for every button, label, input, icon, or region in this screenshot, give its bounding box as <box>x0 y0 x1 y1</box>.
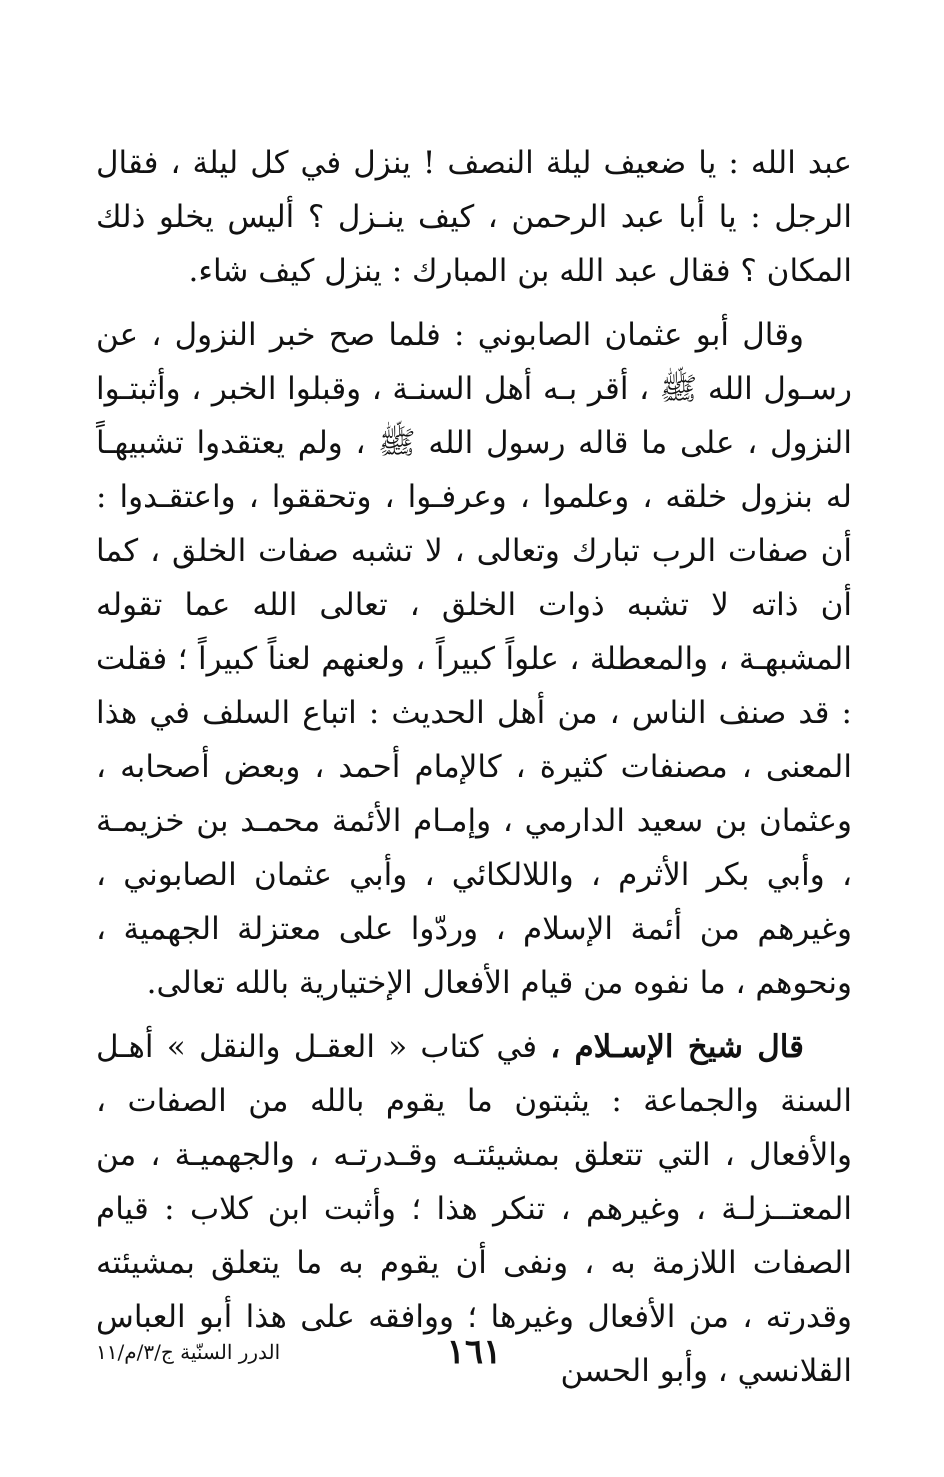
paragraph-gap <box>96 298 852 308</box>
page-body <box>96 136 852 1398</box>
paragraph-1 <box>96 136 852 298</box>
source-note: الدرر السنّية ج/٣/م/١١ <box>96 1340 281 1364</box>
page-number: ١٦١ <box>446 1332 502 1372</box>
paragraph-2 <box>96 308 852 1010</box>
paragraph-3-lead: قال شيخ الإسـلام ، <box>550 1029 804 1065</box>
page-footer <box>96 1332 852 1376</box>
paragraph-gap <box>96 1010 852 1020</box>
paragraph-1-text: عبد الله : يا ضعيف ليلة النصف ! ينزل في كل ليلة ، فقال الرجل : يا أبا عبد الرحمن ، كيف ينـزل ؟ أليس يخلو ذلك المكان ؟ فقال عبد الله بن المبارك : ينزل كيف شاء. <box>96 145 852 289</box>
paragraph-3-text: في كتاب « العقـل والنقل » أهـل السنة والجماعة : يثبتون ما يقوم بالله من الصفات ، والأفعال ، التي تتعلق بمشيئتـه وقـدرتـه ، والجهميـة ، من المعتــزلـة ، وغيرهم ، تنكر هذا ؛ وأثبت ابن كلاب : قيام الصفات اللازمة به ، ونفى أن يقوم به ما يتعلق بمشيئته وقدرته ، من الأفعال وغيرها ؛ ووافقه على هذا أبو العباس القلانسي ، وأبو الحسن <box>96 1029 853 1389</box>
paragraph-2-text: وقال أبو عثمان الصابوني : فلما صح خبر النزول ، عن رسـول الله ﷺ ، أقر بـه أهل السنـة ، وقبلوا الخبر ، وأثبتـوا النزول ، على ما قاله رسول الله ﷺ ، ولم يعتقدوا تشبيهـاً له بنزول خلقه ، وعلموا ، وعرفـوا ، وتحققوا ، واعتقـدوا : أن صفات الرب تبارك وتعالى ، لا تشبه صفات الخلق ، كما أن ذاته لا تشبه ذوات الخلق ، تعالى الله عما تقوله المشبهـة ، والمعطلة ، علواً كبيراً ، ولعنهم لعناً كبيراً ؛ فقلت : قد صنف الناس ، من أهل الحديث : اتباع السلف في هذا المعنى ، مصنفات كثيرة ، كالإمام أحمد ، وبعض أصحابه ، وعثمان بن سعيد الدارمي ، وإمـام الأئمة محمـد بن خزيمـة ، وأبي بكر الأثرم ، واللالكائي ، وأبي عثمان الصابوني ، وغيرهم من أئمة الإسلام ، وردّوا على معتزلة الجهمية ، ونحوهم ، ما نفوه من قيام الأفعال الإختيارية بالله تعالى. <box>96 317 852 1001</box>
